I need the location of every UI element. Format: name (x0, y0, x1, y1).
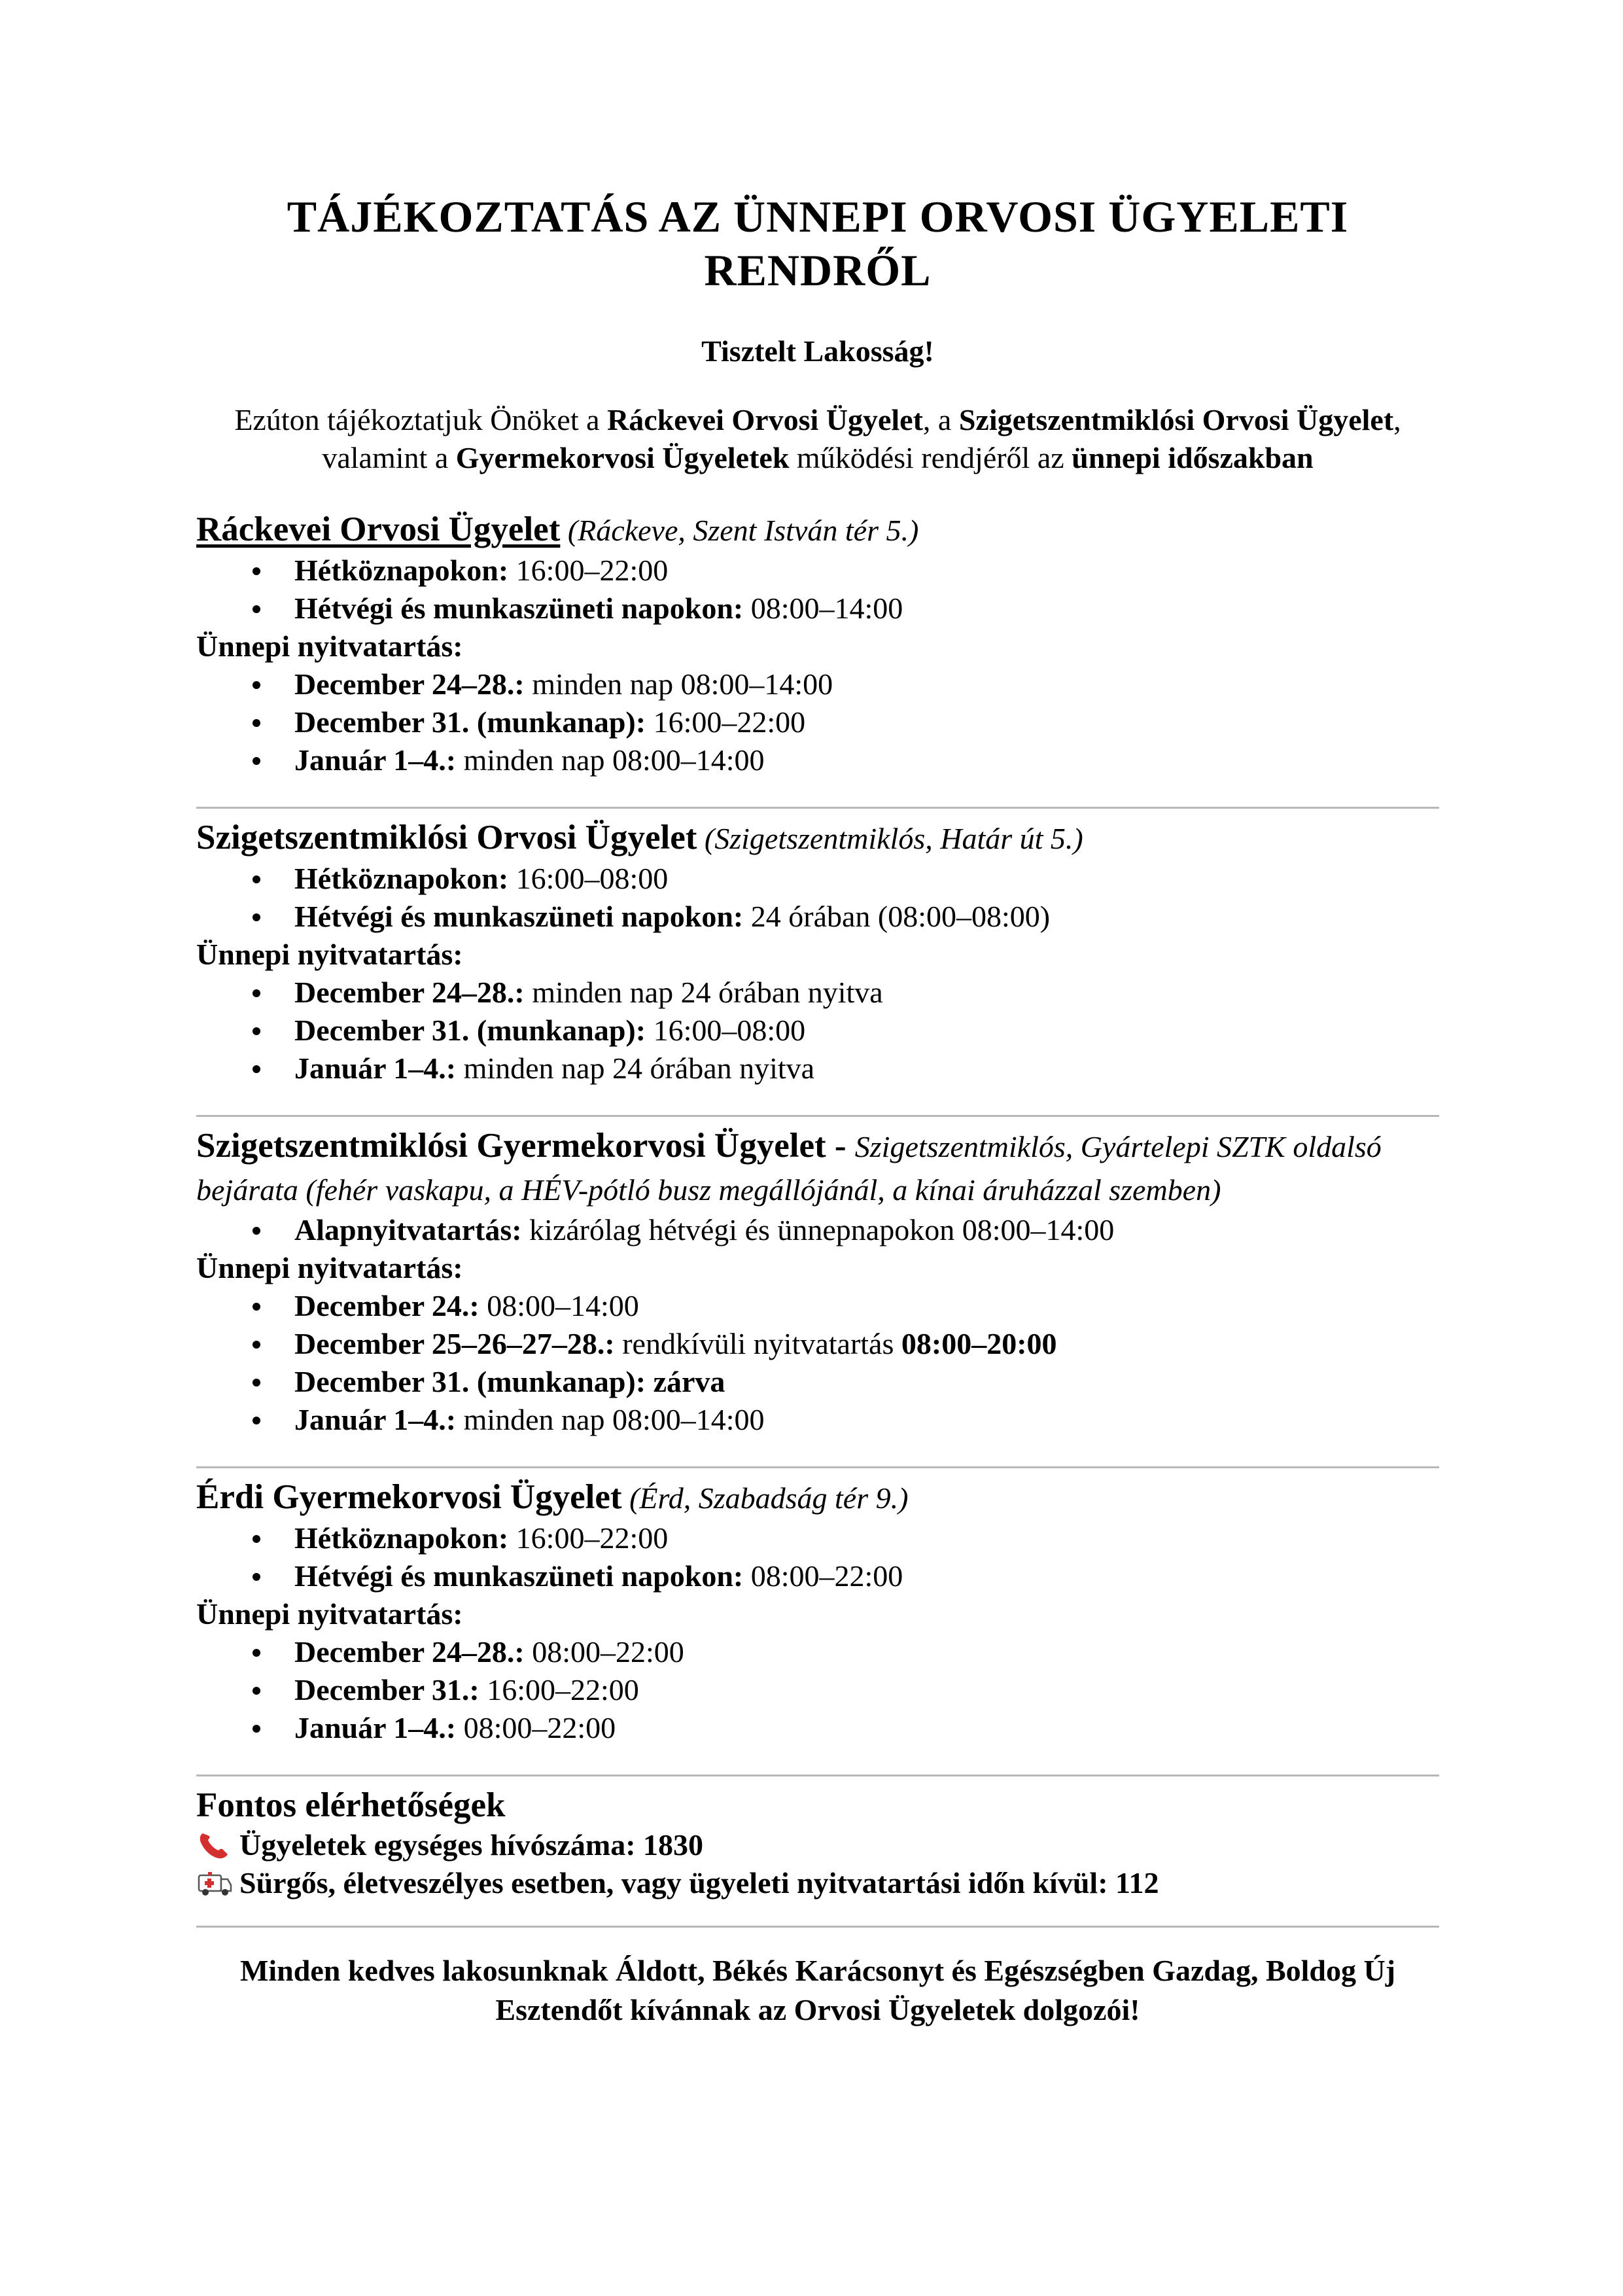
divider (196, 1926, 1439, 1928)
page-title (196, 190, 1439, 297)
list-item: Alapnyitvatartás: kizárólag hétvégi és ünnepnapokon 08:00–14:00 (196, 1211, 1439, 1249)
list-item: Hétköznapokon: 16:00–22:00 (196, 1519, 1439, 1557)
list-item: December 24–28.: minden nap 08:00–14:00 (196, 665, 1439, 703)
phone-contact (196, 1826, 1439, 1864)
regular-hours-list (196, 1211, 1439, 1249)
list-item: December 24.: 08:00–14:00 (196, 1287, 1439, 1325)
bullet-icon (253, 1065, 260, 1073)
list-item: December 24–28.: minden nap 24 órában nyitva (196, 974, 1439, 1012)
divider (196, 807, 1439, 809)
bullet-icon (253, 989, 260, 997)
list-item: Január 1–4.: minden nap 24 órában nyitva (196, 1050, 1439, 1087)
bullet-icon (253, 875, 260, 883)
section-heading: Szigetszentmiklósi Orvosi Ügyelet (Szigetszentmiklós, Határ út 5.) (196, 819, 1083, 857)
ambulance-icon (196, 1867, 233, 1899)
holiday-hours-list (196, 665, 1439, 779)
holiday-label: Ünnepi nyitvatartás: (196, 938, 463, 971)
bullet-icon (253, 1303, 260, 1311)
list-item: Hétköznapokon: 16:00–08:00 (196, 860, 1439, 898)
list-item: December 31. (munkanap): 16:00–22:00 (196, 703, 1439, 741)
list-item: Hétvégi és munkaszüneti napokon: 08:00–14:00 (196, 590, 1439, 627)
list-item: Hétköznapokon: 16:00–22:00 (196, 552, 1439, 590)
list-item: Hétvégi és munkaszüneti napokon: 24 órában (08:00–08:00) (196, 898, 1439, 936)
section-heading: Ráckevei Orvosi Ügyelet (Ráckeve, Szent István tér 5.) (196, 510, 919, 548)
bullet-icon (253, 1687, 260, 1695)
list-item: Január 1–4.: 08:00–22:00 (196, 1709, 1439, 1747)
title-line-1: TÁJÉKOZTATÁS AZ ÜNNEPI ORVOSI ÜGYELETI (287, 192, 1349, 241)
emergency-text: Sürgős, életveszélyes esetben, vagy ügyeleti nyitvatartási időn kívül: 112 (239, 1866, 1159, 1899)
document-page (196, 190, 1439, 2030)
bullet-icon (253, 1725, 260, 1733)
bullet-icon (253, 1573, 260, 1581)
divider (196, 1115, 1439, 1117)
section-szigetszentmiklos (196, 817, 1439, 1087)
list-item: December 31.: 16:00–22:00 (196, 1671, 1439, 1709)
section-heading: Érdi Gyermekorvosi Ügyelet (Érd, Szabadság tér 9.) (196, 1478, 909, 1516)
contacts-section (196, 1784, 1439, 1902)
list-item: Hétvégi és munkaszüneti napokon: 08:00–22:00 (196, 1557, 1439, 1595)
bullet-icon (253, 605, 260, 613)
greeting: Tisztelt Lakosság! (701, 334, 934, 368)
bullet-icon (253, 1417, 260, 1424)
bullet-icon (253, 681, 260, 689)
emergency-contact (196, 1864, 1439, 1902)
list-item: December 31. (munkanap): 16:00–08:00 (196, 1012, 1439, 1050)
holiday-label: Ünnepi nyitvatartás: (196, 1597, 463, 1631)
holiday-hours-list (196, 1287, 1439, 1439)
regular-hours-list (196, 1519, 1439, 1595)
holiday-label: Ünnepi nyitvatartás: (196, 629, 463, 663)
bullet-icon (253, 567, 260, 575)
bullet-icon (253, 1535, 260, 1543)
closing-greeting: Minden kedves lakosunknak Áldott, Békés Karácsonyt és Egészségben Gazdag, Boldog Új Esztendőt kívánnak az Orvosi Ügyeletek dolgozói! (239, 1954, 1396, 2026)
list-item: December 31. (munkanap): zárva (196, 1363, 1439, 1401)
divider (196, 1466, 1439, 1468)
list-item: Január 1–4.: minden nap 08:00–14:00 (196, 1401, 1439, 1439)
divider (196, 1775, 1439, 1776)
section-rackeve (196, 508, 1439, 779)
bullet-icon (253, 1341, 260, 1349)
contacts-title: Fontos elérhetőségek (196, 1786, 506, 1824)
bullet-icon (253, 1379, 260, 1386)
phone-text: Ügyeletek egységes hívószáma: 1830 (239, 1828, 704, 1862)
bullet-icon (253, 1649, 260, 1657)
list-item: December 24–28.: 08:00–22:00 (196, 1633, 1439, 1671)
bullet-icon (253, 1027, 260, 1035)
bullet-icon (253, 1227, 260, 1235)
list-item: December 25–26–27–28.: rendkívüli nyitvatartás 08:00–20:00 (196, 1325, 1439, 1363)
holiday-hours-list (196, 1633, 1439, 1747)
list-item: Január 1–4.: minden nap 08:00–14:00 (196, 741, 1439, 779)
holiday-hours-list (196, 974, 1439, 1087)
bullet-icon (253, 719, 260, 727)
title-line-2: RENDRŐL (704, 245, 932, 295)
section-erd (196, 1476, 1439, 1747)
section-heading: Szigetszentmiklósi Gyermekorvosi Ügyelet - Szigetszentmiklós, Gyártelepi SZTK oldalsó bejárata (fehér vaskapu, a HÉV-pótló busz megállójánál, a kínai áruházzal szemben) (196, 1127, 1382, 1207)
bullet-icon (253, 913, 260, 921)
intro-paragraph: Ezúton tájékoztatjuk Önöket a Ráckevei Orvosi Ügyelet, a Szigetszentmiklósi Orvosi Ügyelet, valamint a Gyermekorvosi Ügyeletek működési rendjéről az ünnepi időszakban (234, 403, 1401, 474)
holiday-label: Ünnepi nyitvatartás: (196, 1251, 463, 1284)
bullet-icon (253, 757, 260, 765)
phone-icon (196, 1829, 233, 1861)
regular-hours-list (196, 552, 1439, 627)
regular-hours-list (196, 860, 1439, 936)
section-gyermekorvosi-szigetszentmiklos (196, 1125, 1439, 1439)
